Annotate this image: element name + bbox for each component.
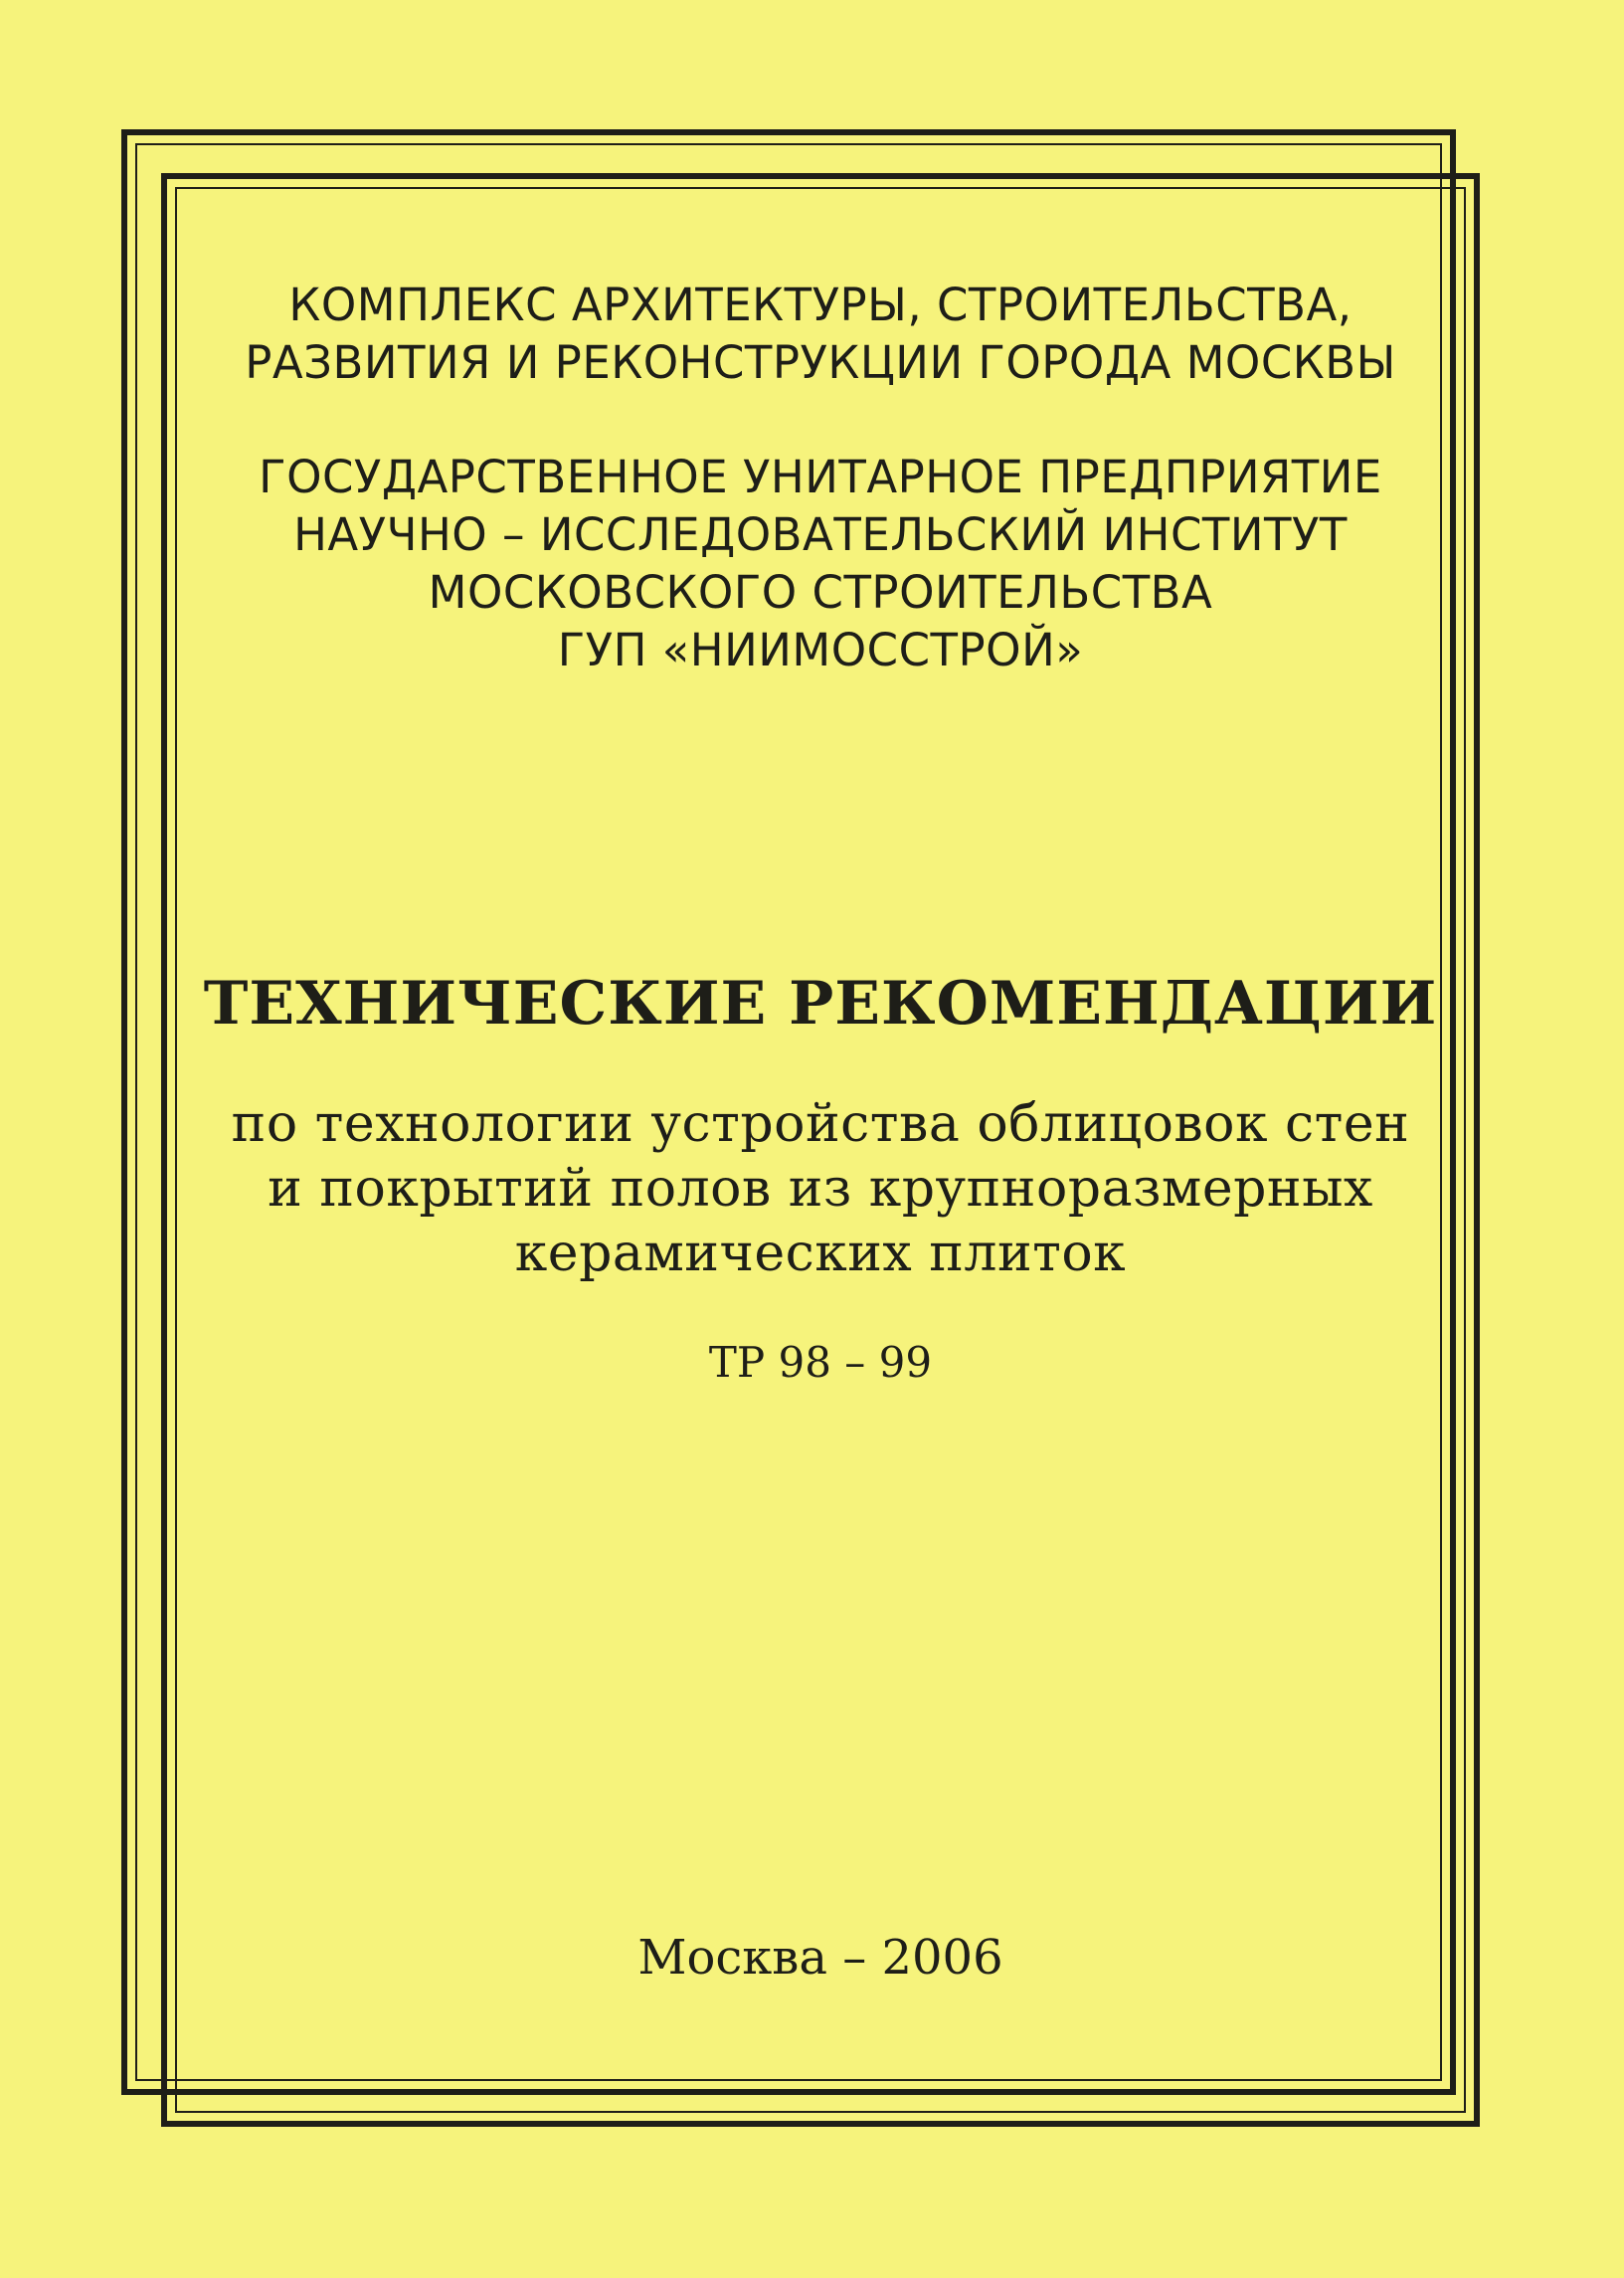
organization-line-1: ГОСУДАРСТВЕННОЕ УНИТАРНОЕ ПРЕДПРИЯТИЕ — [259, 451, 1382, 503]
document-code: ТР 98 – 99 — [708, 1338, 933, 1387]
document-subtitle-line-3: керамических плиток — [514, 1224, 1127, 1283]
document-subtitle-line-1: по технологии устройства облицовок стен — [231, 1094, 1410, 1154]
organization-line-3: МОСКОВСКОГО СТРОИТЕЛЬСТВА — [428, 566, 1213, 619]
document-subtitle-line-2: и покрытий полов из крупноразмерных — [268, 1159, 1373, 1219]
place-and-year: Москва – 2006 — [637, 1930, 1003, 1986]
document-title: ТЕХНИЧЕСКИЕ РЕКОМЕНДАЦИИ — [203, 969, 1438, 1039]
cover-content — [181, 189, 1460, 2109]
organization-line-4: ГУП «НИИМОССТРОЙ» — [557, 624, 1084, 676]
header-line-1: КОМПЛЕКС АРХИТЕКТУРЫ, СТРОИТЕЛЬСТВА, — [288, 279, 1353, 331]
header-line-2: РАЗВИТИЯ И РЕКОНСТРУКЦИИ ГОРОДА МОСКВЫ — [245, 336, 1396, 389]
organization-line-2: НАУЧНО – ИССЛЕДОВАТЕЛЬСКИЙ ИНСТИТУТ — [293, 508, 1348, 561]
